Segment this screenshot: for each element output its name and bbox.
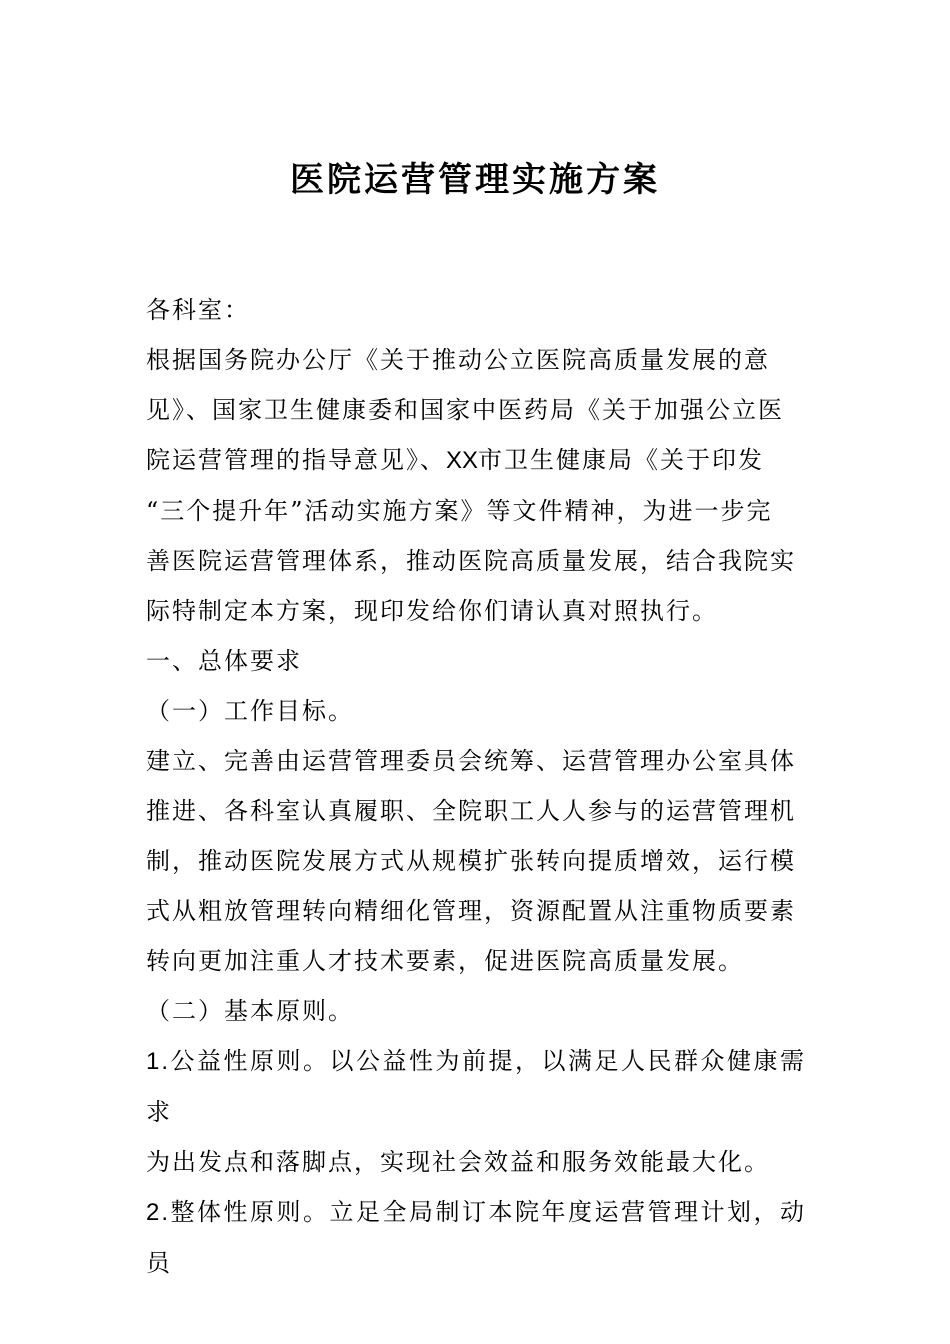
- intro-line-5: 善医院运营管理体系，推动医院高质量发展，结合我院实: [146, 547, 796, 575]
- intro-line-6: 际特制定本方案，现印发给你们请认真对照执行。: [146, 597, 718, 625]
- intro-line-1: 根据国务院办公厅《关于推动公立医院高质量发展的意: [146, 346, 770, 374]
- principle-1-line-1: [146, 1036, 806, 1137]
- goal-line-4: 式从粗放管理转向精细化管理，资源配置从注重物质要素: [146, 897, 796, 925]
- principle-1-text: 公益性原则。以公益性为前提，以满足人民群众健康需求: [146, 1047, 806, 1126]
- principle-1: [146, 1036, 806, 1187]
- intro-line-3: [146, 435, 806, 486]
- principle-2: [146, 1187, 806, 1288]
- section-heading-general-requirements: 一、总体要求: [146, 647, 302, 675]
- principle-2-text: 整体性原则。立足全局制订本院年度运营管理计划，动员: [146, 1198, 806, 1277]
- goal-line-3: 制，推动医院发展方式从规模扩张转向提质增效，运行模: [146, 847, 796, 875]
- intro-line-4: “三个提升年”活动实施方案》等文件精神，为进一步完: [146, 497, 773, 525]
- principle-2-number: 2.: [146, 1199, 171, 1226]
- intro-line-3-start: 院运营管理的指导意见》、: [146, 446, 446, 474]
- subsection-heading-work-goals: （一）工作目标。: [146, 697, 354, 725]
- document-body: [146, 285, 806, 1288]
- goal-line-5: 转向更加注重人才技术要素，促进医院高质量发展。: [146, 947, 744, 975]
- goal-paragraph: [146, 736, 806, 986]
- intro-paragraph: [146, 335, 806, 636]
- document-title: 医院运营管理实施方案: [290, 160, 660, 200]
- principle-1-number: 1.: [146, 1048, 171, 1075]
- intro-line-3-end: 市卫生健康局《关于印发: [478, 446, 765, 474]
- salutation: 各科室：: [146, 296, 250, 324]
- principle-2-line-1: [146, 1187, 806, 1288]
- goal-line-1: 建立、完善由运营管理委员会统筹、运营管理办公室具体: [146, 747, 796, 775]
- subsection-heading-basic-principles: （二）基本原则。: [146, 997, 354, 1025]
- city-placeholder: XX: [446, 447, 479, 474]
- principle-1-line-2: 为出发点和落脚点，实现社会效益和服务效能最大化。: [146, 1148, 770, 1176]
- goal-line-2: 推进、各科室认真履职、全院职工人人参与的运营管理机: [146, 797, 796, 825]
- intro-line-2: 见》、国家卫生健康委和国家中医药局《关于加强公立医: [146, 396, 784, 424]
